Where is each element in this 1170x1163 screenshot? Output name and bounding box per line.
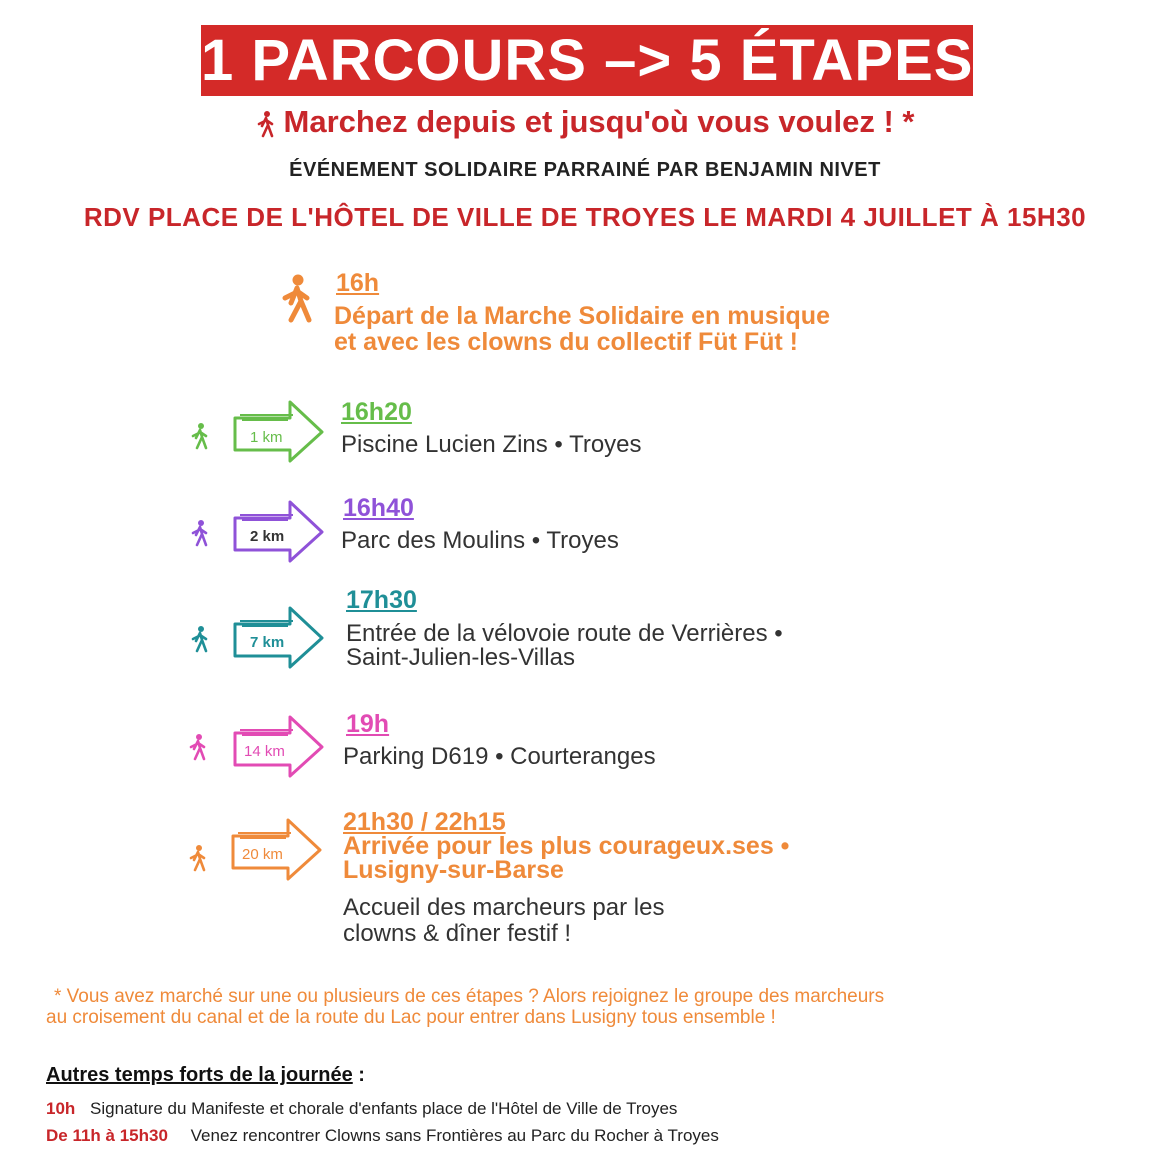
event-row (46, 1099, 677, 1119)
step-place: Piscine Lucien Zins • Troyes (341, 431, 642, 458)
event-row (46, 1126, 719, 1146)
step-extra (343, 895, 664, 947)
walker-icon (190, 519, 210, 547)
distance-label: 2 km (250, 528, 285, 545)
step-extra-line-1: Accueil des marcheurs par les (343, 894, 665, 921)
walker-icon (280, 273, 314, 323)
other-highlights-colon: : (352, 1064, 365, 1086)
step-place-line-1: Arrivée pour les plus courageux.ses • (343, 832, 790, 860)
step-place: Parking D619 • Courteranges (343, 743, 656, 770)
title-banner: 1 PARCOURS –> 5 ÉTAPES (201, 25, 973, 96)
event-time: De 11h à 15h30 (46, 1126, 168, 1145)
step-place-line-2: Saint-Julien-les-Villas (346, 644, 575, 671)
footnote-line-1: * Vous avez marché sur une ou plusieurs de ces étapes ? Alors rejoignez le groupe des marcheurs (54, 986, 885, 1007)
event-text: Signature du Manifeste et chorale d'enfants place de l'Hôtel de Ville de Troyes (90, 1099, 678, 1118)
sponsor-line: ÉVÉNEMENT SOLIDAIRE PARRAINÉ PAR BENJAMIN NIVET (289, 159, 881, 181)
walker-icon (188, 844, 208, 872)
footnote-line-2: au croisement du canal et de la route du Lac pour entrer dans Lusigny tous ensemble ! (46, 1007, 776, 1028)
step-time: 19h (346, 710, 390, 738)
walker-icon (188, 733, 208, 761)
walker-icon (190, 422, 210, 450)
step-time: 16h40 (343, 494, 414, 522)
start-time: 16h (336, 269, 380, 297)
rendezvous-line: RDV PLACE DE L'HÔTEL DE VILLE DE TROYES LE MARDI 4 JUILLET À 15H30 (83, 202, 1087, 232)
step-time: 21h30 / 22h15 (343, 808, 506, 836)
other-highlights-title: Autres temps forts de la journée (46, 1064, 353, 1086)
start-line-2: et avec les clowns du collectif Füt Füt ! (334, 328, 798, 356)
distance-label: 1 km (250, 429, 283, 446)
distance-label: 20 km (242, 846, 283, 863)
distance-label: 14 km (244, 743, 285, 760)
event-text: Venez rencontrer Clowns sans Frontières au Parc du Rocher à Troyes (190, 1126, 719, 1145)
footnote (46, 986, 1136, 1028)
subtitle-text: Marchez depuis et jusqu'où vous voulez ! * (283, 104, 915, 139)
step-time: 16h20 (341, 398, 412, 426)
step-place-line-2: Lusigny-sur-Barse (343, 856, 564, 884)
start-line-1: Départ de la Marche Solidaire en musique (334, 302, 830, 330)
step-place (343, 834, 789, 882)
step-place (346, 622, 783, 670)
other-highlights-heading (46, 1064, 365, 1087)
step-time: 17h30 (346, 586, 417, 614)
step-place-line-1: Entrée de la vélovoie route de Verrières • (346, 620, 783, 647)
walker-icon (190, 625, 210, 653)
start-description (334, 304, 830, 354)
subtitle (0, 104, 1170, 140)
step-place: Parc des Moulins • Troyes (341, 527, 619, 554)
distance-label: 7 km (250, 634, 285, 651)
walker-icon (256, 110, 276, 138)
event-time: 10h (46, 1099, 76, 1118)
step-extra-line-2: clowns & dîner festif ! (343, 920, 572, 947)
